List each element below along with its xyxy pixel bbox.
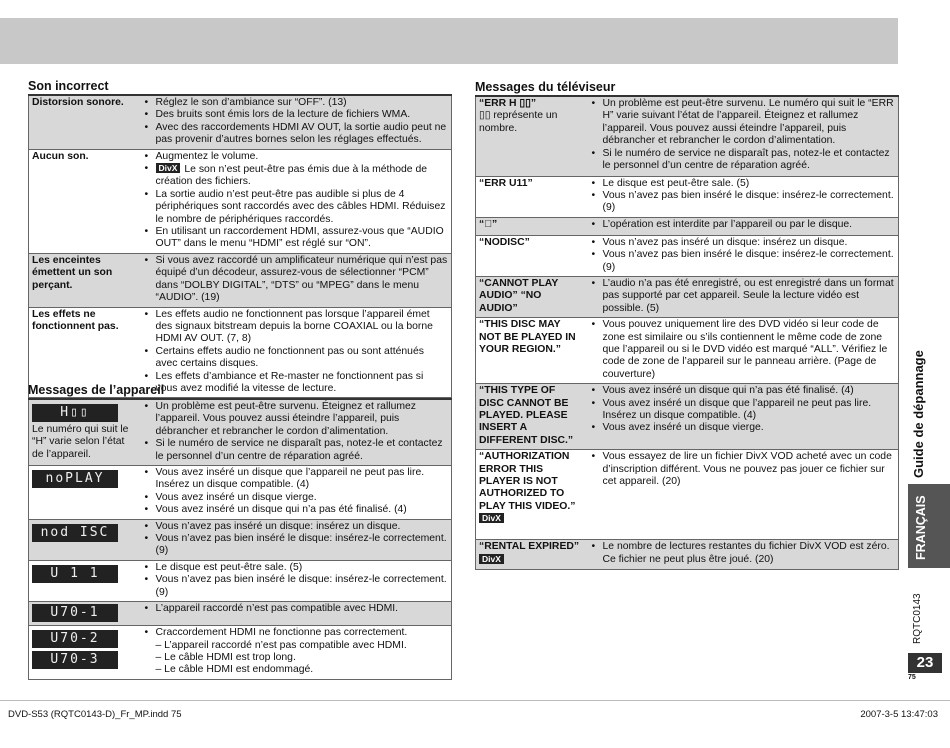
list-item: • DivX Le son n’est peut-être pas émis due à la méthode de création des fichiers.: [142, 163, 449, 189]
list-item: • Craccordement HDMI ne fonctionne pas correctement.: [142, 627, 449, 639]
list-item: • La sortie audio n’est peut-être pas audible si plus de 4 périphériques sont raccordés avec des câbles HDMI. Réduisez le nombre de périphériques raccordés.: [142, 189, 449, 226]
list-item: • En utilisant un raccordement HDMI, assurez-vous que “AUDIO OUT” dans le menu “HDMI” est réglé sur “ON”.: [142, 226, 449, 251]
lcd-display: U70-2: [32, 630, 118, 648]
footer-divider: [0, 700, 950, 701]
header-bar: [0, 18, 898, 64]
list-item: • Vous n’avez pas inséré un disque: insérez un disque.: [142, 521, 449, 533]
row-note: Le numéro qui suit le “H” varie selon l’état de l’appareil.: [32, 424, 129, 460]
table-row: [29, 95, 452, 149]
row-key: Les effets ne fonctionnent pas.: [32, 308, 119, 332]
table-row: [29, 560, 452, 601]
list-item: • Vous n’avez pas bien inséré le disque: insérez-le correctement. (9): [142, 574, 449, 599]
list-item: • Un problème est peut-être survenu. Le numéro qui suit le “ERR H” varie suivant l’état de l’appareil. Éteignez et rallumez l’appareil. Vous pouvez aussi éteindre l’appareil, puis débrancher et rebrancher le cordon d’alimentation.: [589, 98, 896, 148]
list-item: • Le nombre de lectures restantes du fichier DivX VOD est zéro. Ce fichier ne peut plus être joué. (20): [589, 541, 896, 566]
lcd-display: nod ISC: [32, 524, 118, 542]
list-item: • Les effets d’ambiance et Re-master ne fonctionnent pas si vous avez modifié la vitesse de lecture.: [142, 371, 449, 396]
list-item: • Vous avez inséré un disque vierge.: [142, 492, 449, 504]
list-item: • Un problème est peut-être survenu. Éteignez et rallumez l’appareil. Vous pouvez aussi éteindre l’appareil, puis débrancher et rebrancher le cordon d’alimentation.: [142, 401, 449, 438]
table-row: [29, 519, 452, 560]
son-incorrect-table: [28, 94, 452, 398]
list-item: – Le câble HDMI est endommagé.: [155, 664, 314, 676]
lcd-display: U 1 1: [32, 565, 118, 583]
table-row: [29, 399, 452, 466]
language-tab: [908, 484, 950, 568]
row-key: “THIS DISC MAY NOT BE PLAYED IN YOUR REGION.”: [479, 319, 576, 355]
list-item: • Vous pouvez uniquement lire des DVD vidéo si leur code de zone est similaire ou s’ils contiennent le même code de zone que l’appareil ou si le DVD vidéo est marqué “ALL”. Vérifiez le code de zone de l’appareil sur le panneau arrière. (Page de couverture): [589, 319, 896, 381]
list-item: • Vous essayez de lire un fichier DivX VOD acheté avec un code d’inscription différent. Vous ne pouvez pas jouer ce fichier sur cet appareil. (20): [589, 451, 896, 488]
row-key: Distorsion sonore.: [32, 97, 124, 108]
divx-badge: DivX: [479, 513, 504, 523]
table-row: [476, 540, 899, 570]
list-item: • Vous n’avez pas bien inséré le disque: insérez-le correctement. (9): [142, 533, 449, 558]
list-item: • Si le numéro de service ne disparaît pas, notez-le et contactez le personnel d’un centre de réparation agréé.: [589, 148, 896, 173]
divx-badge: DivX: [479, 554, 504, 564]
section-title-son-incorrect: Son incorrect: [28, 79, 109, 93]
list-item: – Le câble HDMI est trop long.: [155, 651, 296, 663]
document-code: RQTC0143: [912, 593, 923, 644]
row-key: Les enceintes émettent un son perçant.: [32, 254, 113, 291]
list-item: • Vous n’avez pas bien inséré le disque: insérez-le correctement. (9): [589, 190, 896, 215]
messages-televiseur-table: [475, 95, 899, 570]
row-note: ▯▯ représente un nombre.: [479, 110, 558, 134]
row-key: “AUTHORIZATION ERROR THIS PLAYER IS NOT AUTHORIZED TO PLAY THIS VIDEO.”: [479, 451, 576, 512]
table-row: [476, 96, 899, 176]
table-row: [476, 384, 899, 450]
list-item: – L’appareil raccordé n’est pas compatible avec HDMI.: [155, 639, 407, 651]
side-guide-label: Guide de dépannage: [911, 350, 926, 478]
row-key: “⃠”: [479, 218, 498, 230]
list-item: • Avec des raccordements HDMI AV OUT, la sortie audio peut ne pas provenir d’autres bornes selon les réglages effectués.: [142, 122, 449, 147]
table-row: [476, 235, 899, 276]
list-item: • Augmentez le volume.: [142, 151, 449, 163]
row-key: “THIS TYPE OF DISC CANNOT BE PLAYED. PLEASE INSERT A DIFFERENT DISC.”: [479, 385, 574, 446]
row-key: “ERR H ▯▯”: [479, 98, 537, 109]
page-number: 23: [908, 653, 942, 673]
list-item: • Vous n’avez pas bien inséré le disque: insérez-le correctement. (9): [589, 249, 896, 274]
row-key: Aucun son.: [32, 150, 89, 162]
footer-filename: DVD-S53 (RQTC0143-D)_Fr_MP.indd 75: [8, 709, 182, 720]
table-row: [29, 626, 452, 680]
list-item: • L’appareil raccordé n’est pas compatible avec HDMI.: [142, 603, 449, 615]
list-item: • L’opération est interdite par l’appareil ou par le disque.: [589, 219, 896, 231]
divx-badge: DivX: [156, 163, 181, 173]
lcd-display: U70-3: [32, 651, 118, 669]
table-row: [29, 466, 452, 520]
table-row: [29, 253, 452, 307]
row-key: “CANNOT PLAY AUDIO” “NO AUDIO”: [479, 277, 559, 314]
lcd-display: U70-1: [32, 604, 118, 622]
list-item: • Si le numéro de service ne disparaît pas, notez-le et contactez le personnel d’un centre de réparation agréé.: [142, 438, 449, 463]
table-row: [476, 176, 899, 217]
list-item: • Vous avez inséré un disque que l’appareil ne peut pas lire. Insérez un disque compatible. (4): [142, 467, 449, 492]
list-item: • Des bruits sont émis lors de la lecture de fichiers WMA.: [142, 109, 449, 121]
row-key: “NODISC”: [479, 236, 530, 248]
list-item: • Réglez le son d’ambiance sur “OFF”. (13): [142, 97, 449, 109]
table-row: [476, 318, 899, 384]
table-row: [476, 276, 899, 317]
list-item: • Si vous avez raccordé un amplificateur numérique qui n’est pas équipé d’un décodeur, assurez-vous de sélectionner “PCM” dans “DOLBY DIGITAL”, “DTS” ou “MPEG” dans le menu “AUDIO”. (19): [142, 255, 449, 305]
table-row: [476, 217, 899, 235]
list-item: • Le disque est peut-être sale. (5): [142, 562, 449, 574]
list-item: • Vous avez inséré un disque vierge.: [589, 422, 896, 434]
list-item: • Vous avez inséré un disque qui n’a pas été finalisé. (4): [589, 385, 896, 397]
row-key: “ERR U11”: [479, 177, 533, 189]
list-item: • L’audio n’a pas été enregistré, ou est enregistré dans un format pas supporté par cet appareil. Seule la lecture vidéo est possible. (5): [589, 278, 896, 315]
section-title-messages-appareil: Messages de l’appareil: [28, 383, 165, 397]
list-item: • Vous avez inséré un disque qui n’a pas été finalisé. (4): [142, 504, 449, 516]
row-key: “RENTAL EXPIRED”: [479, 541, 580, 553]
table-row: [29, 602, 452, 626]
messages-appareil-table: [28, 398, 452, 680]
footer-timestamp: 2007-3-5 13:47:03: [860, 709, 938, 720]
list-item: • Certains effets audio ne fonctionnent pas ou sont atténués avec certains disques.: [142, 346, 449, 371]
section-title-messages-televiseur: Messages du téléviseur: [475, 80, 616, 94]
table-row: [476, 450, 899, 540]
list-item: • Les effets audio ne fonctionnent pas lorsque l’appareil émet des signaux bitstream depuis la borne COAXIAL ou la borne HDMI AV OUT. (7, 8): [142, 309, 449, 346]
lcd-display: noPLAY: [32, 470, 118, 488]
list-item: • Vous n’avez pas inséré un disque: insérez un disque.: [589, 237, 896, 249]
list-item: • Le disque est peut-être sale. (5): [589, 178, 896, 190]
table-row: [29, 149, 452, 253]
lcd-display: H▯▯: [32, 404, 118, 422]
language-label: FRANÇAIS: [914, 495, 928, 560]
list-item: • Vous avez inséré un disque que l’appareil ne peut pas lire. Insérez un disque compatible. (4): [589, 398, 896, 423]
page-small-number: 75: [908, 674, 916, 681]
